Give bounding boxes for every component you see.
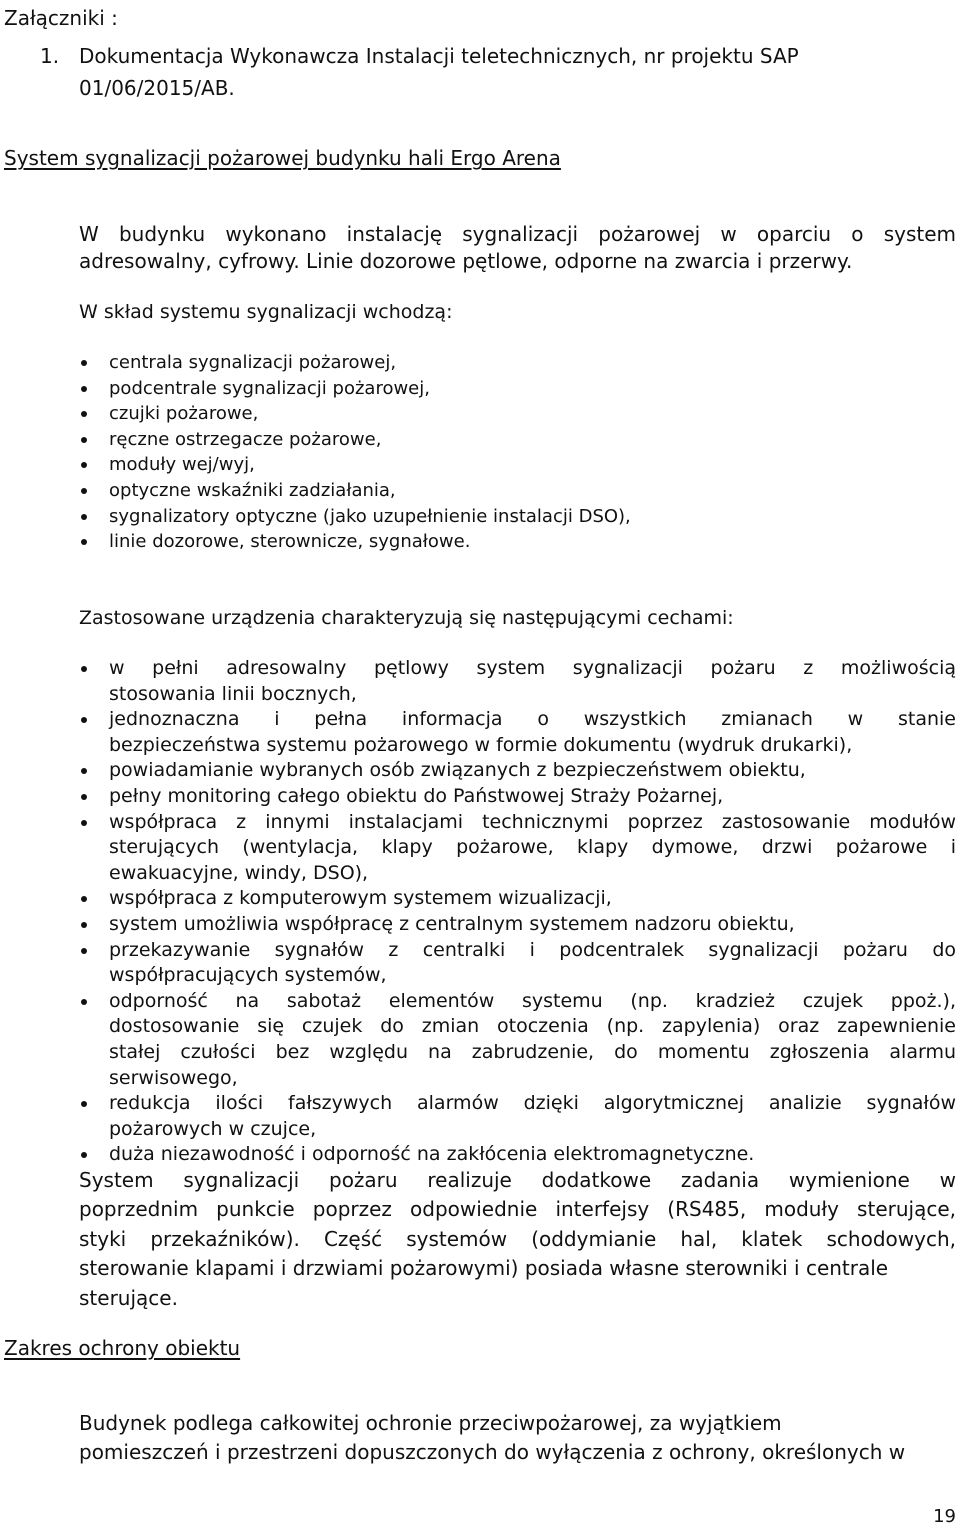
components-list [79,350,939,555]
feature-list-item [79,707,956,758]
feature-list-item [79,886,956,912]
feature-text-line: serwisowego, [109,1066,238,1089]
protection-line-2: pomieszczeń i przestrzeni dopuszczonych do wyłączenia z ochrony, określonych w [79,1440,906,1464]
protection-paragraph [79,1411,956,1464]
bullet-icon [81,1152,87,1158]
bullet-icon [81,437,87,443]
feature-list-item [79,810,956,887]
component-list-item [79,401,939,427]
bullet-icon [81,386,87,392]
component-text: optyczne wskaźniki zadziałania, [109,479,396,501]
component-text: czujki pożarowe, [109,403,259,425]
feature-text-line: system umożliwia współpracę z centralnym systemem nadzoru obiektu, [109,912,795,935]
component-list-item [79,504,939,530]
component-text: centrala sygnalizacji pożarowej, [109,352,397,373]
component-text: sygnalizatory optyczne (jako uzupełnienie instalacji DSO), [109,505,631,527]
feature-text-line: redukcja ilości fałszywych alarmów dzięki algorytmicznej analizie sygnałów [109,1092,956,1115]
component-text: linie dozorowe, sterownicze, sygnałowe. [109,531,471,553]
bullet-icon [81,666,87,672]
attachment-item-line2: 01/06/2015/AB. [79,76,235,100]
components-heading: W skład systemu sygnalizacji wchodzą: [79,301,453,323]
component-list-item [79,350,939,376]
features-list [79,656,956,1168]
feature-list-item [79,1142,956,1168]
feature-text-line: powiadamianie wybranych osób związanych z bezpieczeństwem obiektu, [109,759,806,782]
bullet-icon [81,514,87,520]
feature-list-item [79,989,956,1091]
bullet-icon [81,768,87,774]
feature-text-line: współpraca z komputerowym systemem wizualizacji, [109,887,612,910]
bullet-icon [81,539,87,545]
feature-text-line: odporność na sabotaż elementów systemu (np. kradzież czujek ppoż.), [109,989,956,1012]
attachment-item-line1: Dokumentacja Wykonawcza Instalacji teletechnicznych, nr projektu SAP [79,44,799,68]
interfaces-paragraph [79,1166,956,1313]
feature-list-item [79,938,956,989]
interfaces-line: System sygnalizacji pożaru realizuje dodatkowe zadania wymienione w [79,1168,956,1192]
feature-text-line: stosowania linii bocznych, [109,682,357,705]
component-text: ręczne ostrzegacze pożarowe, [109,428,382,450]
bullet-icon [81,717,87,723]
component-list-item [79,427,939,453]
bullet-icon [81,794,87,800]
bullet-icon [81,1101,87,1107]
interfaces-line: styki przekaźników). Część systemów (oddymianie hal, klatek schodowych, [79,1226,956,1251]
bullet-icon [81,820,87,826]
feature-text-line: sterujących (wentylacja, klapy pożarowe, klapy dymowe, drzwi pożarowe i [109,836,956,859]
component-text: podcentrale sygnalizacji pożarowej, [109,377,430,399]
interfaces-line: sterowanie klapami i drzwiami pożarowymi) posiada własne sterowniki i centrale [79,1256,889,1281]
feature-list-item [79,784,956,810]
intro-line-2: adresowalny, cyfrowy. Linie dozorowe pętlowe, odporne na zwarcia i przerwy. [79,249,853,273]
feature-text-line: stałej czułości bez względu na zabrudzenie, do momentu zgłoszenia alarmu [109,1040,956,1063]
feature-text-line: bezpieczeństwa systemu pożarowego w formie dokumentu (wydruk drukarki), [109,733,853,756]
feature-list-item [79,912,956,938]
feature-text-line: dostosowanie się czujek do zmian otoczenia (np. zapylenia) oraz zapewnienie [109,1015,956,1038]
bullet-icon [81,360,87,366]
bullet-icon [81,948,87,954]
component-list-item [79,529,939,555]
interfaces-line: sterujące. [79,1285,178,1310]
attachments-heading: Załączniki : [4,6,118,30]
section-title-protection-scope: Zakres ochrony obiektu [4,1336,241,1360]
feature-text-line: pełny monitoring całego obiektu do Państwowej Straży Pożarnej, [109,784,724,807]
attachment-item-number: 1. [40,44,60,68]
feature-list-item [79,1091,956,1142]
feature-text-line: ewakuacyjne, windy, DSO), [109,861,369,884]
feature-text-line: duża niezawodność i odporność na zakłócenia elektromagnetyczne. [109,1143,755,1166]
component-list-item [79,478,939,504]
bullet-icon [81,411,87,417]
protection-line-1: Budynek podlega całkowitej ochronie przeciwpożarowej, za wyjątkiem [79,1411,782,1435]
component-list-item [79,376,939,402]
component-list-item [79,452,939,478]
component-text: moduły wej/wyj, [109,454,255,476]
bullet-icon [81,488,87,494]
page-number: 19 [933,1506,956,1527]
feature-text-line: jednoznaczna i pełna informacja o wszystkich zmianach w stanie [109,708,956,731]
interfaces-line: poprzednim punkcie poprzez odpowiednie interfejsy (RS485, moduły sterujące, [79,1197,956,1222]
bullet-icon [81,922,87,928]
features-heading: Zastosowane urządzenia charakteryzują się następującymi cechami: [79,607,734,629]
feature-list-item [79,758,956,784]
feature-text-line: przekazywanie sygnałów z centralki i podcentralek sygnalizacji pożaru do [109,938,956,961]
feature-text-line: pożarowych w czujce, [109,1117,317,1140]
section-title-fire-alarm: System sygnalizacji pożarowej budynku hali Ergo Arena [4,146,561,170]
intro-line-1: W budynku wykonano instalację sygnalizacji pożarowej w oparciu o system [79,222,956,246]
feature-list-item [79,656,956,707]
feature-text-line: współpraca z innymi instalacjami technicznymi poprzez zastosowanie modułów [109,810,956,833]
feature-text-line: w pełni adresowalny pętlowy system sygnalizacji pożaru z możliwością [109,657,956,679]
bullet-icon [81,896,87,902]
bullet-icon [81,462,87,468]
bullet-icon [81,999,87,1005]
intro-paragraph [79,222,956,273]
feature-text-line: współpracujących systemów, [109,964,387,987]
